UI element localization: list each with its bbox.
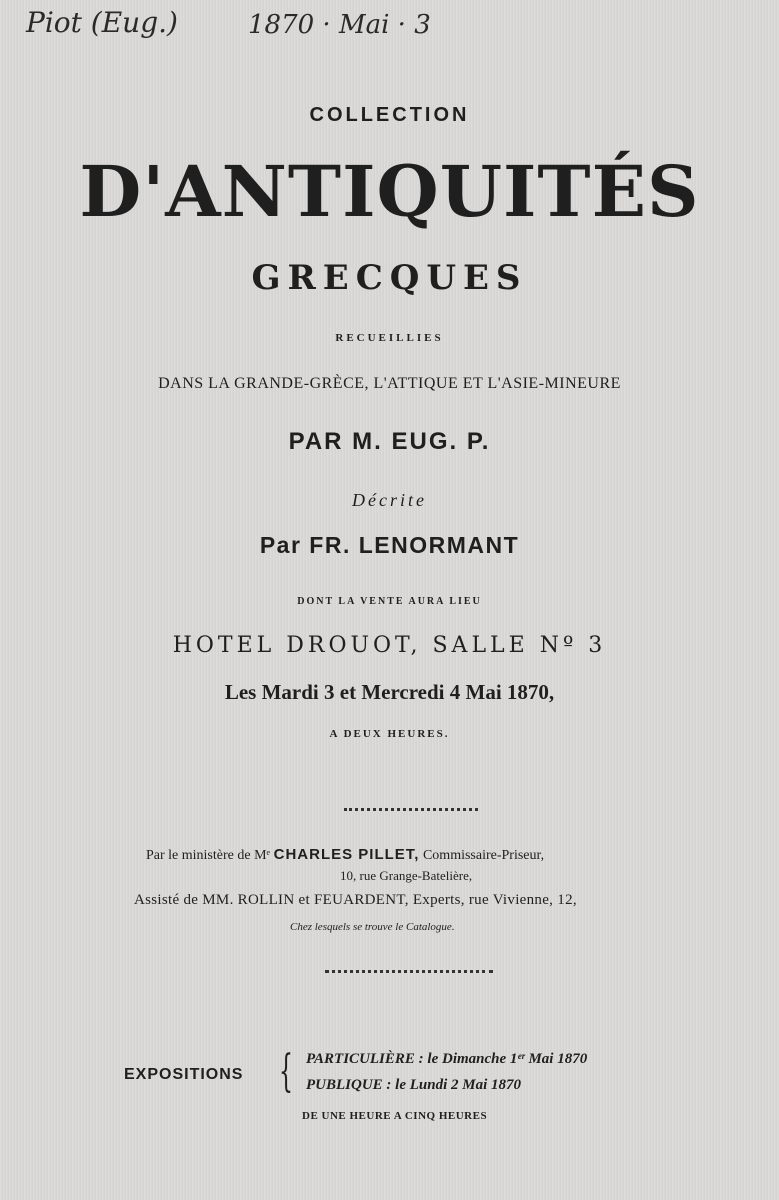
sale-venue: HOTEL DROUOT, SALLE Nº 3: [172, 633, 607, 658]
handwritten-name: Piot (Eug.): [26, 6, 178, 39]
officials-prefix: Par le ministère de Mᵉ: [146, 848, 271, 863]
author-line: Par FR. LENORMANT: [259, 532, 520, 558]
divider-rule-2: [325, 970, 493, 973]
auctioneer-title: Commissaire-Priseur,: [422, 848, 545, 863]
expositions-label: EXPOSITIONS: [124, 1066, 244, 1083]
subtitle: GRECQUES: [251, 258, 528, 298]
sale-dates: Les Mardi 3 et Mercredi 4 Mai 1870,: [224, 680, 555, 704]
collector-name: PAR M. EUG. P.: [288, 428, 491, 455]
decrite-label: Décrite: [352, 490, 427, 510]
sale-time: A DEUX HEURES.: [329, 728, 450, 740]
sale-intro: DONT LA VENTE AURA LIEU: [297, 596, 482, 607]
exposition-hours: DE UNE HEURE A CINQ HEURES: [302, 1110, 488, 1122]
main-title: D'ANTIQUITÉS: [79, 150, 700, 233]
expositions-brace: {: [279, 1046, 293, 1097]
officials-line-1: [146, 846, 544, 864]
origin-places: DANS LA GRANDE-GRÈCE, L'ATTIQUE ET L'ASIE-MINEURE: [158, 375, 621, 392]
officials-line-4: Chez lesquels se trouve le Catalogue.: [290, 921, 455, 933]
exposition-particuliere: PARTICULIÈRE : le Dimanche 1ᵉʳ Mai 1870: [306, 1051, 588, 1067]
auctioneer-name: CHARLES PILLET,: [273, 846, 420, 863]
officials-line-2: 10, rue Grange-Batelière,: [340, 868, 473, 883]
officials-line-3: Assisté de MM. ROLLIN et FEUARDENT, Experts, rue Vivienne, 12,: [134, 892, 577, 908]
handwritten-date: 1870 · Mai · 3: [248, 10, 431, 40]
divider-rule: [344, 808, 478, 811]
recueillies-label: RECUEILLIES: [335, 332, 444, 344]
exposition-publique: PUBLIQUE : le Lundi 2 Mai 1870: [306, 1077, 522, 1093]
collection-label: COLLECTION: [309, 104, 470, 126]
